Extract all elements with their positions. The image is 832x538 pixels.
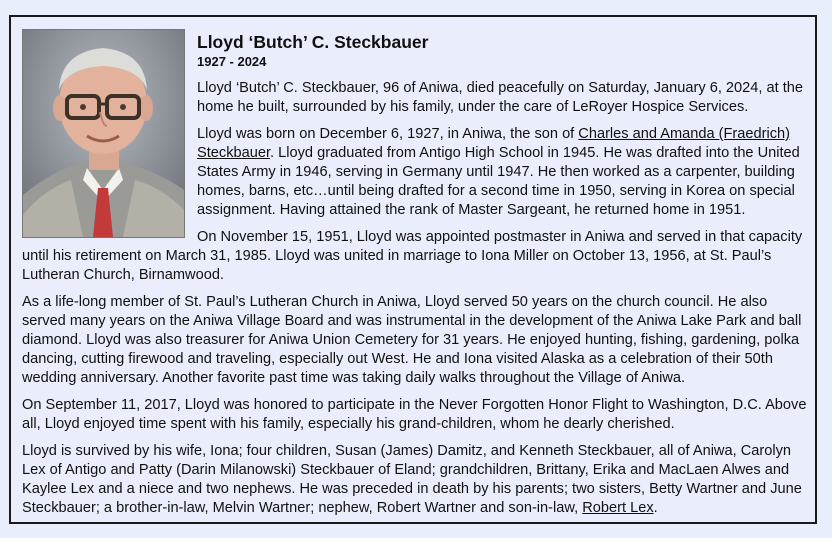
obituary-name: Lloyd ‘Butch’ C. Steckbauer — [197, 32, 429, 52]
obituary-text — [22, 29, 808, 526]
paragraph-career: On November 15, 1951, Lloyd was appointed postmaster in Aniwa and served in that capacity until his retirement on March 31, 1985. Lloyd was united in marriage to Iona Miller on October 13, 1956, at St. Paul’s Lutheran Church, Birnamwood. — [22, 229, 803, 283]
parents-link[interactable]: Charles and Amanda (Fraedrich) Steckbauer — [197, 126, 791, 161]
paragraph-survivors — [22, 442, 808, 518]
obituary-years: 1927 - 2024 — [197, 54, 267, 69]
paragraph-text: Lloyd was born on December 6, 1927, in Aniwa, the son of — [197, 126, 579, 142]
obituary-card — [9, 15, 817, 524]
robert-lex-link[interactable]: Robert Lex — [582, 500, 654, 516]
paragraph-honor-flight: On September 11, 2017, Lloyd was honored to participate in the Never Forgotten Honor Flight to Washington, D.C. Above all, Lloyd enjoyed time spent with his family, especially his grand-children, whom he dearly cherished. — [22, 397, 807, 432]
paragraph-text: Lloyd is survived by his wife, Iona; four children, Susan (James) Damitz, and Kenneth Steckbauer, all of Aniwa, Carolyn Lex of Antigo and Patty (Darin Milanowski) Steckbauer of Eland; grandchildren, Brittany, Erika and MacLaen Alwes and Kaylee Lex and a niece and two nephews. He was preceded in death by his parents; two sisters, Betty Wartner and June Steckbauer; a brother-in-law, Melvin Wartner; nephew, Robert Wartner and son-in-law, — [22, 443, 802, 516]
paragraph-text: . — [653, 500, 658, 516]
paragraph-text: . Lloyd graduated from Antigo High School in 1945. He was drafted into the United States Army in 1946, serving in Germany until 1947. He then worked as a carpenter, building homes, barns, etc…until being drafted for a second time in 1950, serving in Korea on special assignment. Having attained the rank of Master Sargeant, he returned home in 1951. — [197, 145, 800, 218]
paragraph-community: As a life-long member of St. Paul’s Lutheran Church in Aniwa, Lloyd served 50 years on the church council. He also served many years on the Aniwa Village Board and was instrumental in the development of the Aniwa Lake Park and ball diamond. Lloyd was also treasurer for Aniwa Union Cemetery for 31 years. He enjoyed hunting, fishing, gardening, polka dancing, cutting firewood and traveling, especially out West. He and Iona visited Alaska as a celebration of their 50th wedding anniversary. Another favorite past time was taking daily walks throughout the Village of Aniwa. — [22, 294, 802, 386]
photo-spacer — [22, 29, 187, 239]
paragraph-death: Lloyd ‘Butch’ C. Steckbauer, 96 of Aniwa, died peacefully on Saturday, January 6, 2024, at the home he built, surrounded by his family, under the care of LeRoyer Hospice Services. — [197, 80, 804, 115]
